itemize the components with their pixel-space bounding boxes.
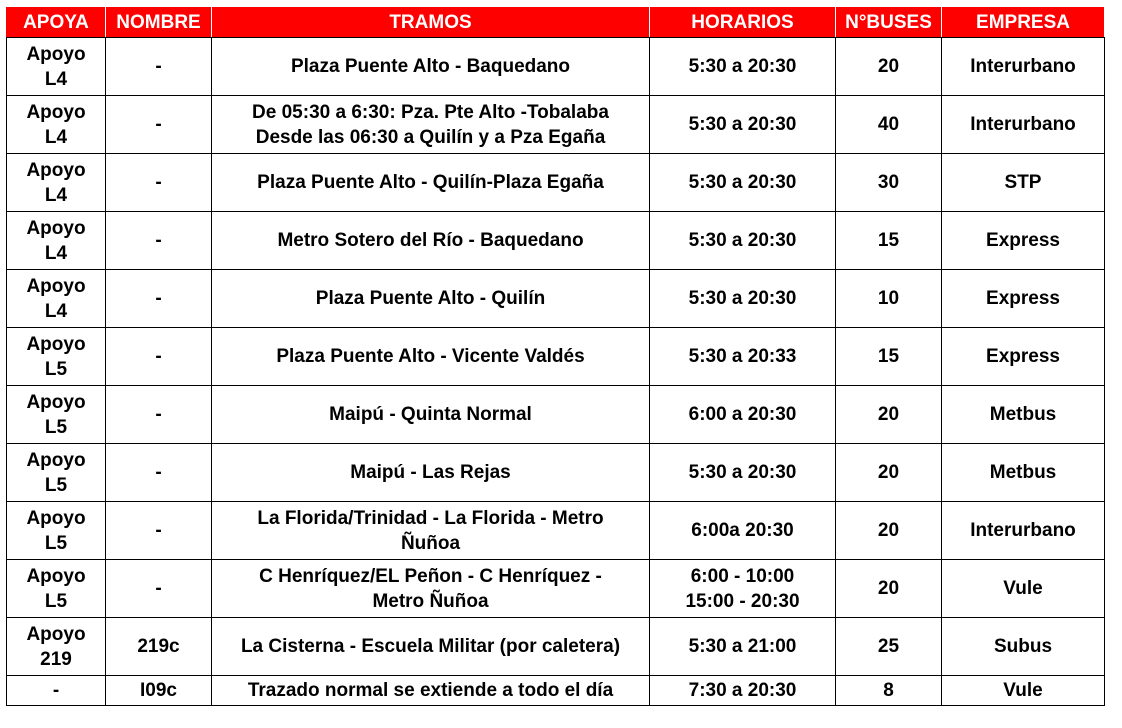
cell-horarios-line: 7:30 a 20:30 bbox=[688, 680, 797, 701]
cell-horarios bbox=[650, 618, 836, 676]
cell-apoya-line: L5 bbox=[44, 358, 68, 380]
table-row bbox=[7, 560, 1105, 618]
table-row bbox=[7, 154, 1105, 212]
cell-nombre: - bbox=[106, 328, 212, 386]
cell-horarios-line: 5:30 a 20:30 bbox=[688, 172, 797, 193]
cell-apoya bbox=[7, 154, 106, 212]
cell-apoya-line: - bbox=[52, 680, 60, 701]
cell-horarios bbox=[650, 270, 836, 328]
cell-horarios bbox=[650, 212, 836, 270]
cell-empresa: Subus bbox=[942, 618, 1105, 676]
cell-apoya-line: Apoyo bbox=[26, 333, 86, 355]
cell-tramos bbox=[212, 560, 650, 618]
cell-tramos-line: La Florida/Trinidad - La Florida - Metro bbox=[257, 507, 604, 529]
cell-apoya-line: L5 bbox=[44, 590, 68, 612]
cell-horarios-line: 5:30 a 21:00 bbox=[688, 636, 797, 657]
cell-horarios bbox=[650, 444, 836, 502]
cell-buses: 40 bbox=[836, 96, 942, 154]
cell-horarios-line: 5:30 a 20:30 bbox=[688, 230, 797, 251]
table-row bbox=[7, 96, 1105, 154]
cell-apoya bbox=[7, 618, 106, 676]
cell-buses: 25 bbox=[836, 618, 942, 676]
cell-buses: 20 bbox=[836, 38, 942, 96]
cell-apoya-line: 219 bbox=[40, 648, 72, 670]
cell-horarios-line: 15:00 - 20:30 bbox=[685, 590, 800, 612]
cell-nombre: - bbox=[106, 212, 212, 270]
cell-tramos-line: Plaza Puente Alto - Quilín-Plaza Egaña bbox=[257, 172, 604, 193]
schedule-table-container bbox=[6, 6, 1105, 706]
cell-horarios bbox=[650, 502, 836, 560]
cell-apoya-line: Apoyo bbox=[26, 275, 86, 297]
cell-tramos-line: La Cisterna - Escuela Militar (por caletera) bbox=[240, 636, 621, 657]
cell-tramos bbox=[212, 328, 650, 386]
cell-empresa: Vule bbox=[942, 560, 1105, 618]
table-row bbox=[7, 676, 1105, 706]
cell-buses: 20 bbox=[836, 502, 942, 560]
cell-nombre: - bbox=[106, 154, 212, 212]
cell-apoya bbox=[7, 444, 106, 502]
cell-buses: 20 bbox=[836, 444, 942, 502]
cell-apoya-line: L4 bbox=[44, 126, 68, 148]
cell-tramos-line: De 05:30 a 6:30: Pza. Pte Alto -Tobalaba bbox=[252, 101, 609, 123]
cell-horarios bbox=[650, 386, 836, 444]
cell-tramos bbox=[212, 212, 650, 270]
cell-apoya bbox=[7, 328, 106, 386]
header-tramos: TRAMOS bbox=[212, 7, 650, 38]
header-buses: N°BUSES bbox=[836, 7, 942, 38]
cell-buses: 8 bbox=[836, 676, 942, 706]
table-row bbox=[7, 328, 1105, 386]
cell-buses: 20 bbox=[836, 560, 942, 618]
header-nombre: NOMBRE bbox=[106, 7, 212, 38]
cell-tramos bbox=[212, 502, 650, 560]
header-apoya: APOYA bbox=[7, 7, 106, 38]
cell-horarios-line: 5:30 a 20:30 bbox=[688, 114, 797, 135]
cell-apoya-line: Apoyo bbox=[26, 101, 86, 123]
cell-tramos-line: Plaza Puente Alto - Baquedano bbox=[290, 56, 571, 77]
cell-empresa: Interurbano bbox=[942, 38, 1105, 96]
cell-buses: 10 bbox=[836, 270, 942, 328]
cell-apoya-line: Apoyo bbox=[26, 159, 86, 181]
header-horarios: HORARIOS bbox=[650, 7, 836, 38]
cell-tramos bbox=[212, 154, 650, 212]
header-empresa: EMPRESA bbox=[942, 7, 1105, 38]
cell-apoya-line: L4 bbox=[44, 242, 68, 264]
cell-tramos-line: Trazado normal se extiende a todo el día bbox=[247, 680, 614, 701]
cell-apoya-line: Apoyo bbox=[26, 507, 86, 529]
cell-horarios-line: 6:00a 20:30 bbox=[691, 520, 794, 541]
cell-tramos bbox=[212, 38, 650, 96]
cell-tramos-line: C Henríquez/EL Peñon - C Henríquez - bbox=[259, 565, 602, 587]
cell-empresa: Metbus bbox=[942, 386, 1105, 444]
cell-buses: 30 bbox=[836, 154, 942, 212]
cell-tramos-line: Ñuñoa bbox=[400, 532, 461, 554]
cell-horarios-line: 5:30 a 20:30 bbox=[688, 288, 797, 309]
cell-nombre: I09c bbox=[106, 676, 212, 706]
cell-apoya bbox=[7, 676, 106, 706]
cell-tramos bbox=[212, 676, 650, 706]
cell-buses: 15 bbox=[836, 212, 942, 270]
cell-horarios bbox=[650, 96, 836, 154]
cell-buses: 15 bbox=[836, 328, 942, 386]
cell-empresa: Express bbox=[942, 270, 1105, 328]
cell-empresa: Express bbox=[942, 212, 1105, 270]
cell-empresa: Interurbano bbox=[942, 502, 1105, 560]
cell-horarios-line: 6:00 - 10:00 bbox=[690, 565, 795, 587]
cell-tramos-line: Metro Sotero del Río - Baquedano bbox=[277, 230, 584, 251]
cell-apoya-line: L4 bbox=[44, 300, 68, 322]
cell-tramos bbox=[212, 444, 650, 502]
cell-nombre: - bbox=[106, 270, 212, 328]
cell-horarios bbox=[650, 676, 836, 706]
cell-tramos-line: Maipú - Las Rejas bbox=[350, 462, 511, 483]
cell-apoya-line: Apoyo bbox=[26, 391, 86, 413]
cell-empresa: Metbus bbox=[942, 444, 1105, 502]
cell-tramos bbox=[212, 96, 650, 154]
table-row bbox=[7, 38, 1105, 96]
cell-apoya bbox=[7, 270, 106, 328]
cell-horarios bbox=[650, 560, 836, 618]
cell-tramos-line: Maipú - Quinta Normal bbox=[329, 404, 532, 425]
cell-empresa: Vule bbox=[942, 676, 1105, 706]
table-body bbox=[7, 38, 1105, 706]
table-row bbox=[7, 212, 1105, 270]
cell-empresa: Interurbano bbox=[942, 96, 1105, 154]
cell-nombre: 219c bbox=[106, 618, 212, 676]
cell-apoya-line: Apoyo bbox=[26, 449, 86, 471]
cell-tramos-line: Plaza Puente Alto - Quilín bbox=[315, 288, 546, 309]
cell-empresa: Express bbox=[942, 328, 1105, 386]
cell-horarios-line: 5:30 a 20:30 bbox=[688, 462, 797, 483]
cell-tramos bbox=[212, 270, 650, 328]
cell-tramos bbox=[212, 386, 650, 444]
cell-tramos-line: Desde las 06:30 a Quilín y a Pza Egaña bbox=[255, 126, 606, 148]
cell-tramos-line: Metro Ñuñoa bbox=[372, 590, 489, 612]
cell-nombre: - bbox=[106, 444, 212, 502]
cell-tramos bbox=[212, 618, 650, 676]
table-row bbox=[7, 386, 1105, 444]
cell-buses: 20 bbox=[836, 386, 942, 444]
cell-nombre: - bbox=[106, 38, 212, 96]
cell-horarios bbox=[650, 154, 836, 212]
cell-empresa: STP bbox=[942, 154, 1105, 212]
cell-apoya bbox=[7, 502, 106, 560]
cell-horarios bbox=[650, 328, 836, 386]
bus-support-table bbox=[6, 6, 1105, 706]
table-row bbox=[7, 270, 1105, 328]
cell-apoya bbox=[7, 96, 106, 154]
cell-apoya bbox=[7, 38, 106, 96]
cell-nombre: - bbox=[106, 386, 212, 444]
table-row bbox=[7, 618, 1105, 676]
cell-apoya bbox=[7, 386, 106, 444]
cell-nombre: - bbox=[106, 502, 212, 560]
cell-nombre: - bbox=[106, 96, 212, 154]
cell-tramos-line: Plaza Puente Alto - Vicente Valdés bbox=[276, 346, 585, 367]
header-row bbox=[7, 7, 1105, 38]
cell-apoya-line: L4 bbox=[44, 184, 68, 206]
cell-horarios-line: 6:00 a 20:30 bbox=[688, 404, 797, 425]
cell-apoya bbox=[7, 212, 106, 270]
cell-apoya-line: Apoyo bbox=[26, 623, 86, 645]
cell-horarios-line: 5:30 a 20:30 bbox=[688, 56, 797, 77]
cell-apoya-line: Apoyo bbox=[26, 565, 86, 587]
cell-apoya-line: L4 bbox=[44, 68, 68, 90]
cell-nombre: - bbox=[106, 560, 212, 618]
cell-horarios-line: 5:30 a 20:33 bbox=[688, 346, 797, 367]
cell-apoya-line: L5 bbox=[44, 416, 68, 438]
table-row bbox=[7, 502, 1105, 560]
cell-apoya-line: L5 bbox=[44, 532, 68, 554]
cell-apoya-line: Apoyo bbox=[26, 43, 86, 65]
cell-apoya-line: L5 bbox=[44, 474, 68, 496]
cell-horarios bbox=[650, 38, 836, 96]
cell-apoya-line: Apoyo bbox=[26, 217, 86, 239]
cell-apoya bbox=[7, 560, 106, 618]
table-row bbox=[7, 444, 1105, 502]
